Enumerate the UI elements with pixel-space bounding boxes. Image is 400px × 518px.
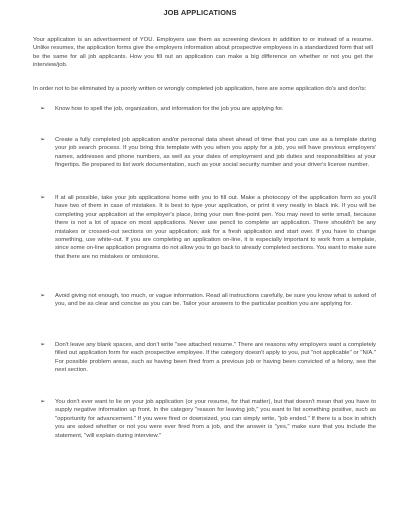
arrow-bullet-icon: ➢ bbox=[40, 194, 46, 201]
arrow-bullet-icon: ➢ bbox=[40, 292, 46, 299]
tip-text: Create a fully completed job application and/or personal data sheet ahead of time that you can use as a template during your job search process. If you bring this template with you when you apply for a job, you will have previous employers' names, addresses and phone numbers, as well as your dates of employment and job duties and responsibilities at your fingertips. Be prepared to list work documentation, such as your social security number and your driver's license number. bbox=[55, 137, 376, 169]
tip-text: You don't ever want to lie on your job application (or your resume, for that matter), but that doesn't mean that you have to supply negative information up front. In the category "reason for leaving job," you want to list something positive, such as "opportunity for advancement." If you were fired or downsized, you can simply write, "job ended." If there is a box in which you are asked whether or not you were ever fired from a job, and the answer is "yes," make sure that you include the statement, "will explain during interview." bbox=[55, 399, 376, 439]
document-title: JOB APPLICATIONS bbox=[163, 8, 237, 17]
tip-text: Know how to spell the job, organization, and information for the job you are applying for. bbox=[55, 106, 284, 112]
tip-text: Avoid giving not enough, too much, or vague information. Read all instructions carefully, be sure you know what is asked of you, and be as clear and concise as you can be. Tailor your answers to the particular position you are applying for. bbox=[55, 293, 376, 308]
arrow-bullet-icon: ➢ bbox=[40, 398, 46, 405]
tip-text: If at all possible, take your job applications home with you to fill out. Make a photocopy of the application form so you'll have two of them in case of mistakes. It is best to type your application, or print it very neatly in black ink. If you will be completing your application at the employer's place, bring your own fine-point pen. You may need to write small, because there is not a lot of space on most applications. Never use pencil to complete an application. There shouldn't be any mistakes or crossed-out sections on your application; ask for a fresh application and start over. If you have to change something, use white-out. If you are completing an application on-line, it is especially important to work from a template, since some on-line application programs do not allow you to go back to already completed sections. You want to make sure that there are no mistakes or omissions. bbox=[55, 195, 376, 260]
lead-in-paragraph: In order not to be eliminated by a poorly written or wrongly completed job application, here are some application do's and don'ts: bbox=[33, 86, 367, 92]
tip-text: Don't leave any blank spaces, and don't write "see attached resume." There are reasons why employers want a completely filled out application form for each prospective employee. If the category doesn't apply to you, put "not applicable" or "N/A." For possible problem areas, such as having been fired from a previous job or having been convicted of a felony, see the next section. bbox=[55, 342, 376, 374]
arrow-bullet-icon: ➢ bbox=[40, 105, 46, 112]
arrow-bullet-icon: ➢ bbox=[40, 136, 46, 143]
arrow-bullet-icon: ➢ bbox=[40, 341, 46, 348]
intro-paragraph: Your application is an advertisement of YOU. Employers use them as screening devices in addition to or instead of a resume. Unlike resumes, the application forms give the employers information about prospective employees in a standardized form that will be the same for all job applicants. How you fill out an application can make a big difference on whether or not you get the interview/job. bbox=[33, 37, 373, 69]
